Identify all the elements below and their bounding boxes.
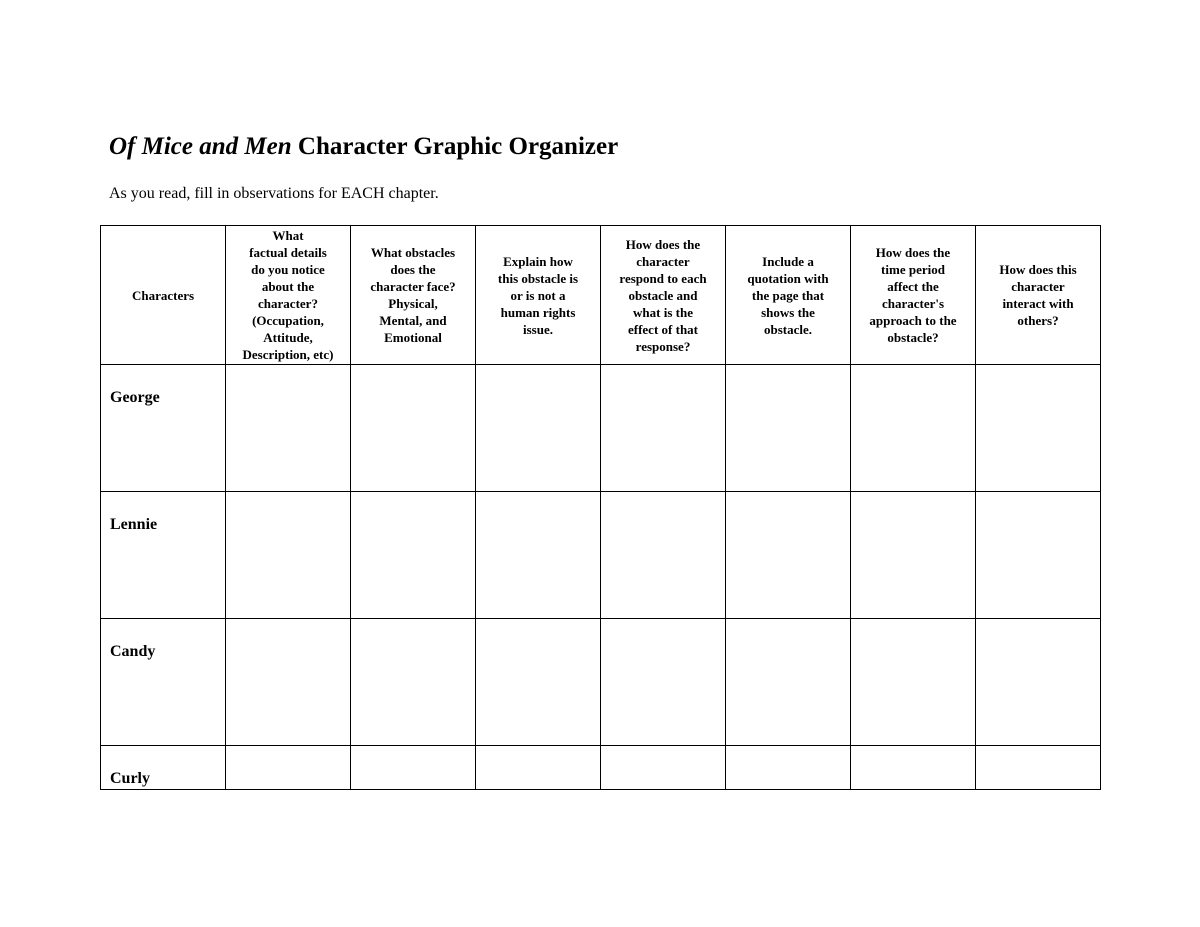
- title-book-name: Of Mice and Men: [109, 133, 292, 160]
- header-cell-quotation: [726, 226, 851, 365]
- title-rest: Character Graphic Organizer: [291, 133, 619, 160]
- character-name: George: [110, 389, 160, 406]
- character-name-cell: [101, 746, 226, 790]
- entry-cell[interactable]: [476, 619, 601, 746]
- entry-cell[interactable]: [476, 746, 601, 790]
- header-cell-response: [601, 226, 726, 365]
- header-cell-human-rights: [476, 226, 601, 365]
- entry-cell[interactable]: [351, 746, 476, 790]
- header-label: Characters: [131, 287, 195, 303]
- entry-cell[interactable]: [851, 365, 976, 492]
- header-cell-obstacles: [351, 226, 476, 365]
- entry-cell[interactable]: [226, 365, 351, 492]
- entry-cell[interactable]: [601, 619, 726, 746]
- entry-cell[interactable]: [351, 619, 476, 746]
- entry-cell[interactable]: [476, 492, 601, 619]
- character-name: Candy: [110, 643, 156, 660]
- entry-cell[interactable]: [226, 746, 351, 790]
- entry-cell[interactable]: [726, 492, 851, 619]
- entry-cell[interactable]: [851, 619, 976, 746]
- entry-cell[interactable]: [726, 365, 851, 492]
- entry-cell[interactable]: [476, 365, 601, 492]
- header-cell-characters: [101, 226, 226, 365]
- entry-cell[interactable]: [726, 746, 851, 790]
- character-name-cell: [101, 492, 226, 619]
- instructions-text: As you read, fill in observations for EACH chapter.: [109, 185, 439, 202]
- entry-cell[interactable]: [726, 619, 851, 746]
- character-name: Curly: [110, 770, 150, 787]
- entry-cell[interactable]: [976, 492, 1101, 619]
- header-label: How does the character respond to each obstacle and what is the effect of that response?: [619, 236, 707, 354]
- table-row: [101, 619, 1101, 746]
- header-cell-interaction: [976, 226, 1101, 365]
- entry-cell[interactable]: [976, 746, 1101, 790]
- header-label: Explain how this obstacle is or is not a human rights issue.: [497, 253, 579, 337]
- header-cell-time-period: [851, 226, 976, 365]
- header-label: What factual details do you notice about the character? (Occupation, Attitude, Description, etc): [242, 228, 334, 362]
- entry-cell[interactable]: [226, 492, 351, 619]
- character-name-cell: [101, 619, 226, 746]
- entry-cell[interactable]: [601, 365, 726, 492]
- entry-cell[interactable]: [976, 365, 1101, 492]
- table-row: [101, 492, 1101, 619]
- header-label: What obstacles does the character face? Physical, Mental, and Emotional: [370, 245, 456, 345]
- entry-cell[interactable]: [851, 492, 976, 619]
- page-title: [109, 130, 618, 164]
- header-cell-factual-details: [226, 226, 351, 365]
- character-name: Lennie: [110, 516, 158, 533]
- entry-cell[interactable]: [351, 492, 476, 619]
- header-row: [101, 226, 1101, 365]
- table-row: [101, 365, 1101, 492]
- character-name-cell: [101, 365, 226, 492]
- entry-cell[interactable]: [226, 619, 351, 746]
- entry-cell[interactable]: [851, 746, 976, 790]
- entry-cell[interactable]: [601, 492, 726, 619]
- entry-cell[interactable]: [976, 619, 1101, 746]
- entry-cell[interactable]: [601, 746, 726, 790]
- character-organizer-table: [100, 225, 1101, 790]
- header-label: How does this character interact with others?: [999, 262, 1077, 328]
- header-label: Include a quotation with the page that shows the obstacle.: [747, 253, 829, 337]
- header-label: How does the time period affect the character's approach to the obstacle?: [869, 245, 957, 345]
- table-row: [101, 746, 1101, 790]
- entry-cell[interactable]: [351, 365, 476, 492]
